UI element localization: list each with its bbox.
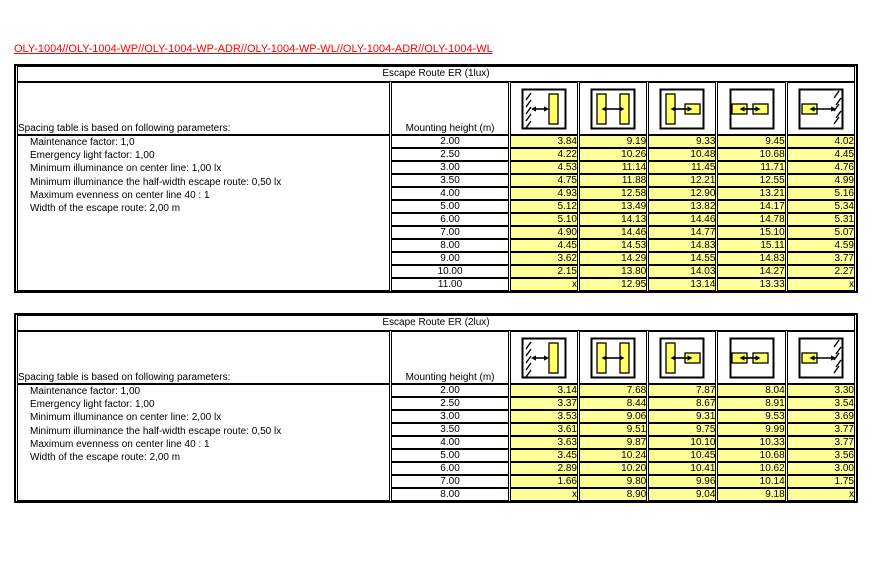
spacing-value-cell: 3.62 xyxy=(510,252,578,265)
mounting-height-cell: 2.50 xyxy=(391,148,508,161)
spacing-value-cell: 5.34 xyxy=(787,200,855,213)
parameter-line: Maintenance factor: 1,00 xyxy=(30,386,141,397)
mounting-height-cell: 11.00 xyxy=(391,278,508,291)
spacing-value-cell: 9.06 xyxy=(579,410,647,423)
spacing-value-cell: 3.56 xyxy=(787,449,855,462)
luminaire-reference-title: OLY-1004//OLY-1004-WP//OLY-1004-WP-ADR//OLY-1004-WP-WL//OLY-1004-ADR//OLY-1004-WL xyxy=(14,43,493,55)
spacing-value-cell: 9.51 xyxy=(579,423,647,436)
spacing-value-cell: 12.21 xyxy=(648,174,716,187)
spacing-value-cell: 8.67 xyxy=(648,397,716,410)
spacing-value-cell: 8.91 xyxy=(717,397,785,410)
spacing-table xyxy=(14,313,858,503)
spacing-value-cell: 3.54 xyxy=(787,397,855,410)
spacing-value-cell: 4.93 xyxy=(510,187,578,200)
spacing-value-cell: 13.21 xyxy=(717,187,785,200)
parameter-line: Minimum illuminance on center line: 1,00 lx xyxy=(30,163,222,175)
spacing-value-cell: x xyxy=(510,278,578,291)
mounting-height-cell: 3.00 xyxy=(391,410,508,423)
mounting-height-header: Mounting height (m) xyxy=(391,331,508,384)
spacing-value-cell: 13.49 xyxy=(579,200,647,213)
luminaire-arrangement-cell xyxy=(787,331,855,384)
mounting-height-header: Mounting height (m) xyxy=(391,82,508,135)
mounting-height-cell: 3.00 xyxy=(391,161,508,174)
mounting-height-cell: 2.50 xyxy=(391,397,508,410)
table-title-row xyxy=(17,315,855,331)
spacing-value-cell: 14.77 xyxy=(648,226,716,239)
spacing-value-cell: 9.87 xyxy=(579,436,647,449)
spacing-value-cell: 3.14 xyxy=(510,384,578,397)
mounting-height-cell: 9.00 xyxy=(391,252,508,265)
spacing-value-cell: 10.10 xyxy=(648,436,716,449)
spacing-value-cell: 14.83 xyxy=(648,239,716,252)
spacing-value-cell: 14.83 xyxy=(717,252,785,265)
mounting-height-cell: 2.00 xyxy=(391,384,508,397)
spacing-value-cell: 3.84 xyxy=(510,135,578,148)
parameter-line: Emergency light factor: 1,00 xyxy=(30,399,155,411)
spacing-value-cell: 7.87 xyxy=(648,384,716,397)
spacing-value-cell: 2.27 xyxy=(787,265,855,278)
spacing-value-cell: 14.53 xyxy=(579,239,647,252)
mounting-height-cell: 5.00 xyxy=(391,449,508,462)
luminaire-arrangement-cell xyxy=(787,82,855,135)
spacing-value-cell: 13.33 xyxy=(717,278,785,291)
spacing-value-cell: 12.58 xyxy=(579,187,647,200)
spacing-value-cell: 5.31 xyxy=(787,213,855,226)
luminaire-arrangement-cell xyxy=(579,82,647,135)
luminaire-arrangement-cell xyxy=(717,82,785,135)
spacing-value-cell: 9.33 xyxy=(648,135,716,148)
parameters-list xyxy=(17,135,390,291)
luminaire-to-luminaire-perpendicular-icon xyxy=(590,88,636,130)
spacing-value-cell: 3.77 xyxy=(787,252,855,265)
spacing-value-cell: 5.07 xyxy=(787,226,855,239)
luminaire-parallel-to-wall-icon xyxy=(798,337,844,379)
spacing-value-cell: 4.76 xyxy=(787,161,855,174)
spacing-value-cell: 5.12 xyxy=(510,200,578,213)
luminaire-arrangement-cell xyxy=(648,331,716,384)
spacing-value-cell: 9.18 xyxy=(717,488,785,501)
spacing-value-cell: 3.63 xyxy=(510,436,578,449)
spacing-value-cell: 11.88 xyxy=(579,174,647,187)
spacing-value-cell: 4.22 xyxy=(510,148,578,161)
spacing-value-cell: 12.90 xyxy=(648,187,716,200)
perpendicular-to-parallel-luminaire-icon xyxy=(659,88,705,130)
spacing-value-cell: 14.29 xyxy=(579,252,647,265)
spacing-value-cell: 14.17 xyxy=(717,200,785,213)
wall-to-luminaire-perpendicular-icon xyxy=(521,88,567,130)
parameters-list xyxy=(17,384,390,501)
spacing-value-cell: 10.24 xyxy=(579,449,647,462)
mounting-height-cell: 8.00 xyxy=(391,239,508,252)
wall-to-luminaire-perpendicular-icon xyxy=(521,337,567,379)
spacing-value-cell: 3.77 xyxy=(787,436,855,449)
escape-route-table-2lux xyxy=(14,313,860,503)
spacing-value-cell: 10.62 xyxy=(717,462,785,475)
spacing-value-cell: 4.02 xyxy=(787,135,855,148)
parallel-to-parallel-luminaire-icon xyxy=(729,88,775,130)
spacing-value-cell: 14.03 xyxy=(648,265,716,278)
escape-route-table-1lux xyxy=(14,64,860,293)
spacing-value-cell: x xyxy=(510,488,578,501)
perpendicular-to-parallel-luminaire-icon xyxy=(659,337,705,379)
spacing-value-cell: 14.46 xyxy=(579,226,647,239)
mounting-height-cell: 6.00 xyxy=(391,462,508,475)
parameter-line: Width of the escape route: 2,00 m xyxy=(30,202,181,214)
spacing-value-cell: 1.75 xyxy=(787,475,855,488)
luminaire-arrangement-cell xyxy=(510,331,578,384)
spacing-value-cell: 14.13 xyxy=(579,213,647,226)
table-row xyxy=(17,384,855,397)
spacing-value-cell: 9.53 xyxy=(717,410,785,423)
spacing-value-cell: 13.14 xyxy=(648,278,716,291)
spacing-value-cell: 10.68 xyxy=(717,148,785,161)
spacing-value-cell: 3.45 xyxy=(510,449,578,462)
spacing-value-cell: 3.30 xyxy=(787,384,855,397)
mounting-height-cell: 2.00 xyxy=(391,135,508,148)
spacing-value-cell: 5.16 xyxy=(787,187,855,200)
params-header-label: Spacing table is based on following parameters: xyxy=(17,331,390,384)
spacing-value-cell: 13.82 xyxy=(648,200,716,213)
spacing-table xyxy=(14,64,858,293)
spacing-value-cell: 10.45 xyxy=(648,449,716,462)
spacing-value-cell: 3.53 xyxy=(510,410,578,423)
parameter-line: Minimum illuminance the half-width escape route: 0,50 lx xyxy=(30,176,282,188)
parameter-line: Minimum illuminance the half-width escape route: 0,50 lx xyxy=(30,425,282,437)
spacing-value-cell: 9.80 xyxy=(579,475,647,488)
spacing-value-cell: 10.48 xyxy=(648,148,716,161)
spacing-value-cell: 4.99 xyxy=(787,174,855,187)
spacing-value-cell: 12.95 xyxy=(579,278,647,291)
parameter-line: Maximum evenness on center line 40 : 1 xyxy=(30,438,210,450)
spacing-value-cell: 10.41 xyxy=(648,462,716,475)
mounting-height-cell: 7.00 xyxy=(391,475,508,488)
spacing-value-cell: 11.45 xyxy=(648,161,716,174)
spacing-value-cell: 10.33 xyxy=(717,436,785,449)
spacing-value-cell: 10.68 xyxy=(717,449,785,462)
spacing-value-cell: 1.66 xyxy=(510,475,578,488)
spacing-value-cell: 3.00 xyxy=(787,462,855,475)
mounting-height-cell: 7.00 xyxy=(391,226,508,239)
table-body xyxy=(17,384,855,501)
table-header-row xyxy=(17,331,855,384)
spacing-value-cell: 3.77 xyxy=(787,423,855,436)
spacing-value-cell: 4.59 xyxy=(787,239,855,252)
spacing-value-cell: 12.55 xyxy=(717,174,785,187)
spacing-value-cell: 13.80 xyxy=(579,265,647,278)
mounting-height-cell: 4.00 xyxy=(391,187,508,200)
spacing-value-cell: 15.10 xyxy=(717,226,785,239)
spacing-value-cell: 10.26 xyxy=(579,148,647,161)
spacing-value-cell: 7.68 xyxy=(579,384,647,397)
spacing-value-cell: 4.45 xyxy=(787,148,855,161)
table-title: Escape Route ER (2lux) xyxy=(17,315,855,331)
spacing-value-cell: 11.14 xyxy=(579,161,647,174)
spacing-value-cell: 3.69 xyxy=(787,410,855,423)
table-body xyxy=(17,135,855,291)
table-title: Escape Route ER (1lux) xyxy=(17,66,855,82)
spacing-value-cell: 2.89 xyxy=(510,462,578,475)
spacing-value-cell: 9.45 xyxy=(717,135,785,148)
spacing-value-cell: 14.27 xyxy=(717,265,785,278)
spacing-value-cell: 5.10 xyxy=(510,213,578,226)
parallel-to-parallel-luminaire-icon xyxy=(729,337,775,379)
table-row xyxy=(17,135,855,148)
mounting-height-cell: 10.00 xyxy=(391,265,508,278)
spacing-value-cell: 4.45 xyxy=(510,239,578,252)
spacing-value-cell: 9.75 xyxy=(648,423,716,436)
spacing-value-cell: 9.19 xyxy=(579,135,647,148)
mounting-height-cell: 6.00 xyxy=(391,213,508,226)
parameter-line: Maintenance factor: 1,0 xyxy=(30,137,135,148)
luminaire-arrangement-cell xyxy=(717,331,785,384)
spacing-value-cell: 4.53 xyxy=(510,161,578,174)
spacing-value-cell: 10.20 xyxy=(579,462,647,475)
spacing-value-cell: 3.37 xyxy=(510,397,578,410)
mounting-height-cell: 5.00 xyxy=(391,200,508,213)
mounting-height-cell: 3.50 xyxy=(391,174,508,187)
spacing-value-cell: 9.31 xyxy=(648,410,716,423)
spacing-value-cell: 15.11 xyxy=(717,239,785,252)
table-header-row xyxy=(17,82,855,135)
parameter-line: Minimum illuminance on center line: 2,00 lx xyxy=(30,412,222,424)
spacing-value-cell: 3.61 xyxy=(510,423,578,436)
spacing-value-cell: 14.55 xyxy=(648,252,716,265)
mounting-height-cell: 4.00 xyxy=(391,436,508,449)
spacing-value-cell: 9.04 xyxy=(648,488,716,501)
spacing-value-cell: 9.96 xyxy=(648,475,716,488)
spacing-value-cell: 8.90 xyxy=(579,488,647,501)
spacing-value-cell: 14.46 xyxy=(648,213,716,226)
spacing-value-cell: 4.90 xyxy=(510,226,578,239)
spacing-value-cell: 9.99 xyxy=(717,423,785,436)
params-header-label: Spacing table is based on following parameters: xyxy=(17,82,390,135)
luminaire-arrangement-cell xyxy=(510,82,578,135)
parameter-line: Emergency light factor: 1,00 xyxy=(30,150,155,162)
mounting-height-cell: 8.00 xyxy=(391,488,508,501)
luminaire-arrangement-cell xyxy=(648,82,716,135)
parameter-line: Width of the escape route: 2,00 m xyxy=(30,451,181,463)
spacing-value-cell: x xyxy=(787,488,855,501)
spacing-value-cell: 11.71 xyxy=(717,161,785,174)
luminaire-arrangement-cell xyxy=(579,331,647,384)
parameter-line: Maximum evenness on center line 40 : 1 xyxy=(30,189,210,201)
spacing-value-cell: 8.44 xyxy=(579,397,647,410)
spacing-value-cell: 4.75 xyxy=(510,174,578,187)
table-title-row xyxy=(17,66,855,82)
spacing-value-cell: 2.15 xyxy=(510,265,578,278)
spacing-value-cell: 8.04 xyxy=(717,384,785,397)
spacing-value-cell: 14.78 xyxy=(717,213,785,226)
luminaire-to-luminaire-perpendicular-icon xyxy=(590,337,636,379)
spacing-value-cell: 10.14 xyxy=(717,475,785,488)
mounting-height-cell: 3.50 xyxy=(391,423,508,436)
luminaire-parallel-to-wall-icon xyxy=(798,88,844,130)
spacing-value-cell: x xyxy=(787,278,855,291)
